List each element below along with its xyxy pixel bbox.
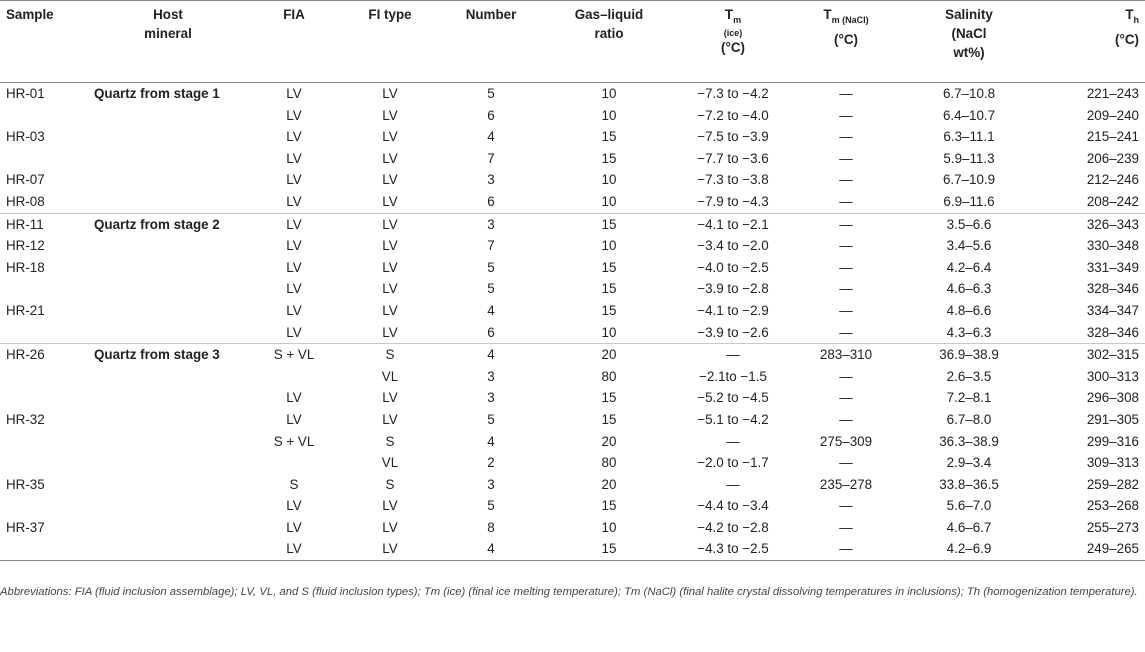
cell-th: 296–308 xyxy=(1086,390,1139,406)
cell-host-mineral xyxy=(88,300,248,322)
cell-number: 4 xyxy=(487,347,495,363)
table-row xyxy=(0,83,1145,105)
cell-fia: S xyxy=(289,476,299,492)
cell-tm-nacl: — xyxy=(839,498,853,514)
col-tm-nacl: $T_{m (NaCl)}$ (°C) xyxy=(790,1,902,83)
cell-tm-ice: −4.3 to −2.5 xyxy=(676,538,790,560)
cell-tm-ice: −7.3 to −4.2 xyxy=(697,86,769,101)
cell-tm-nacl: — xyxy=(839,107,853,123)
cell-th: 326–343 xyxy=(1086,216,1139,232)
cell-sample: HR-35 xyxy=(6,476,45,492)
cell-number: 4 xyxy=(487,129,495,145)
cell-number: 5 xyxy=(487,259,495,275)
stage-1-group xyxy=(0,83,1145,214)
cell-number: 7 xyxy=(487,150,495,166)
cell-fia: LV xyxy=(286,281,302,297)
cell-salinity: 7.2–8.1 xyxy=(946,390,992,406)
cell-fi-type: LV xyxy=(340,191,440,213)
cell-host-mineral xyxy=(88,409,248,431)
stage-3-group xyxy=(0,344,1145,561)
cell-number: 7 xyxy=(487,238,495,254)
cell-tm-nacl: — xyxy=(839,455,853,471)
cell-tm-ice: −3.9 to −2.6 xyxy=(676,322,790,344)
cell-gas-liquid-ratio: 15 xyxy=(601,150,617,166)
cell-sample: HR-21 xyxy=(6,302,45,318)
cell-salinity: 6.7–8.0 xyxy=(946,411,992,427)
cell-number: 5 xyxy=(487,281,495,297)
cell-tm-nacl: — xyxy=(839,368,853,384)
cell-th: 302–315 xyxy=(1086,347,1139,363)
cell-th: 328–346 xyxy=(1086,281,1139,297)
cell-sample: HR-12 xyxy=(6,238,45,254)
cell-number: 3 xyxy=(487,216,495,232)
col-host-mineral: Host mineral xyxy=(88,1,248,83)
cell-number: 5 xyxy=(487,86,495,101)
cell-gas-liquid-ratio: 15 xyxy=(601,498,617,514)
cell-th: 206–239 xyxy=(1086,150,1139,166)
cell-th: 212–246 xyxy=(1086,172,1139,188)
cell-fia: LV xyxy=(286,150,302,166)
table-row xyxy=(0,278,1145,300)
cell-fia: LV xyxy=(286,302,302,318)
cell-gas-liquid-ratio: 10 xyxy=(542,191,676,213)
cell-host-mineral xyxy=(88,126,248,148)
cell-fia: LV xyxy=(286,519,302,535)
cell-fi-type: VL xyxy=(381,368,399,384)
col-tm-ice: $T_m$ (ice) (°C) xyxy=(676,1,790,83)
cell-salinity: 4.2–6.9 xyxy=(902,538,1036,560)
cell-fia xyxy=(248,452,340,474)
cell-sample xyxy=(0,278,88,300)
cell-fia: LV xyxy=(286,390,302,406)
cell-gas-liquid-ratio: 15 xyxy=(601,259,617,275)
table-row xyxy=(0,148,1145,170)
col-sample: Sample xyxy=(0,1,88,83)
cell-fi-type: LV xyxy=(382,302,398,318)
cell-sample xyxy=(0,495,88,517)
cell-salinity: 5.9–11.3 xyxy=(943,150,995,166)
cell-tm-nacl: — xyxy=(790,538,902,560)
cell-tm-ice: −7.5 to −3.9 xyxy=(697,129,769,145)
cell-th: 331–349 xyxy=(1086,259,1139,275)
cell-fia xyxy=(248,366,340,388)
cell-tm-nacl: — xyxy=(839,302,853,318)
cell-host-mineral xyxy=(88,431,248,453)
cell-gas-liquid-ratio: 10 xyxy=(542,322,676,344)
cell-fi-type: LV xyxy=(382,107,398,123)
cell-gas-liquid-ratio: 15 xyxy=(601,302,617,318)
cell-fi-type: LV xyxy=(382,150,398,166)
cell-salinity: 6.7–10.9 xyxy=(942,172,996,188)
cell-salinity: 5.6–7.0 xyxy=(946,498,992,514)
cell-fia: LV xyxy=(286,498,302,514)
cell-th: 259–282 xyxy=(1086,476,1139,492)
cell-number: 6 xyxy=(440,191,542,213)
cell-th: 255–273 xyxy=(1086,519,1139,535)
cell-host-mineral xyxy=(88,148,248,170)
cell-tm-nacl: 275–309 xyxy=(819,433,873,449)
cell-th: 209–240 xyxy=(1086,107,1139,123)
cell-tm-nacl: — xyxy=(839,129,853,145)
col-gas-liquid-ratio: Gas–liquid ratio xyxy=(542,1,676,83)
table-row xyxy=(0,300,1145,322)
cell-sample: HR-07 xyxy=(6,172,45,188)
cell-gas-liquid-ratio: 10 xyxy=(601,519,617,535)
cell-salinity: 4.8–6.6 xyxy=(946,302,992,318)
cell-salinity: 4.6–6.7 xyxy=(946,519,992,535)
col-salinity: Salinity (NaCl wt%) xyxy=(902,1,1036,83)
cell-fi-type: LV xyxy=(382,238,398,254)
cell-salinity: 6.9–11.6 xyxy=(902,191,1036,213)
table-row xyxy=(0,191,1145,213)
cell-tm-ice: −4.0 to −2.5 xyxy=(697,259,769,275)
cell-fia: LV xyxy=(248,322,340,344)
col-number: Number xyxy=(440,1,542,83)
table-row xyxy=(0,538,1145,560)
cell-sample xyxy=(0,105,88,127)
cell-gas-liquid-ratio: 15 xyxy=(601,129,617,145)
cell-host-mineral: Quartz from stage 3 xyxy=(94,347,220,363)
cell-salinity: 6.7–10.8 xyxy=(942,86,996,101)
cell-tm-ice: −5.2 to −4.5 xyxy=(697,390,769,406)
cell-fia: S + VL xyxy=(273,433,315,449)
cell-tm-nacl: — xyxy=(839,238,853,254)
cell-number: 4 xyxy=(440,538,542,560)
cell-gas-liquid-ratio: 15 xyxy=(601,411,617,427)
cell-gas-liquid-ratio: 15 xyxy=(601,390,617,406)
cell-sample: HR-08 xyxy=(0,191,88,213)
cell-fi-type: LV xyxy=(340,322,440,344)
cell-fi-type: S xyxy=(385,347,395,363)
cell-fia: LV xyxy=(286,259,302,275)
cell-fia: LV xyxy=(286,129,302,145)
stage-2-group xyxy=(0,213,1145,344)
cell-host-mineral xyxy=(88,257,248,279)
cell-number: 3 xyxy=(487,390,495,406)
col-fi-type: FI type xyxy=(340,1,440,83)
cell-gas-liquid-ratio: 20 xyxy=(601,347,617,363)
cell-fia: S + VL xyxy=(273,347,315,363)
cell-sample: HR-11 xyxy=(6,216,44,232)
cell-tm-nacl: — xyxy=(839,216,853,232)
cell-salinity: 4.2–6.4 xyxy=(946,259,992,275)
cell-sample: HR-18 xyxy=(6,259,45,275)
cell-th: 334–347 xyxy=(1086,302,1139,318)
cell-tm-nacl: — xyxy=(839,390,853,406)
cell-number: 4 xyxy=(487,302,495,318)
cell-tm-ice: — xyxy=(726,347,740,363)
cell-sample xyxy=(0,322,88,344)
cell-number: 5 xyxy=(487,498,495,514)
cell-tm-ice: −4.1 to −2.1 xyxy=(697,216,769,232)
table-row xyxy=(0,105,1145,127)
cell-fi-type: LV xyxy=(382,86,398,101)
cell-gas-liquid-ratio: 10 xyxy=(601,238,617,254)
table-row xyxy=(0,431,1145,453)
cell-th: 221–243 xyxy=(1086,86,1139,101)
cell-th: 253–268 xyxy=(1086,498,1139,514)
cell-fi-type: LV xyxy=(382,259,398,275)
cell-host-mineral xyxy=(88,105,248,127)
cell-sample xyxy=(0,538,88,560)
table-row xyxy=(0,387,1145,409)
cell-sample: HR-01 xyxy=(6,86,45,101)
cell-gas-liquid-ratio: 10 xyxy=(601,107,617,123)
cell-fi-type: LV xyxy=(382,411,398,427)
cell-tm-ice: — xyxy=(726,476,740,492)
cell-number: 4 xyxy=(487,433,495,449)
table-row xyxy=(0,257,1145,279)
cell-tm-nacl: — xyxy=(839,150,853,166)
cell-fi-type: LV xyxy=(382,498,398,514)
table-footnote: Abbreviations: FIA (fluid inclusion assemblage); LV, VL, and S (fluid inclusion types); Tm (ice) (final ice melting temperature); Tm (NaCl) (final halite crystal dissolving temperatures in inclusions); Th (homogenization temperature). xyxy=(0,586,1138,598)
cell-sample xyxy=(0,452,88,474)
cell-tm-nacl: 235–278 xyxy=(819,476,873,492)
cell-sample xyxy=(0,431,88,453)
cell-fi-type: LV xyxy=(382,129,398,145)
cell-tm-ice: −3.4 to −2.0 xyxy=(697,238,769,254)
cell-tm-ice: −4.2 to −2.8 xyxy=(697,519,769,535)
cell-sample xyxy=(0,387,88,409)
cell-fia: LV xyxy=(286,107,302,123)
cell-fia: LV xyxy=(286,216,302,232)
cell-salinity: 2.9–3.4 xyxy=(946,455,992,471)
col-th: $T_h$ (°C) xyxy=(1036,1,1145,83)
cell-host-mineral xyxy=(88,278,248,300)
cell-host-mineral xyxy=(88,495,248,517)
cell-number: 6 xyxy=(487,107,495,123)
cell-salinity: 3.5–6.6 xyxy=(946,216,992,232)
cell-gas-liquid-ratio: 20 xyxy=(601,433,617,449)
cell-gas-liquid-ratio: 10 xyxy=(601,86,617,101)
cell-tm-ice: −4.4 to −3.4 xyxy=(697,498,769,514)
cell-host-mineral xyxy=(88,517,248,539)
cell-tm-nacl: — xyxy=(790,322,902,344)
table-row xyxy=(0,366,1145,388)
cell-tm-ice: −7.2 to −4.0 xyxy=(697,107,769,123)
cell-tm-ice: −5.1 to −4.2 xyxy=(697,411,769,427)
cell-fia: LV xyxy=(286,172,302,188)
cell-salinity: 36.3–38.9 xyxy=(939,433,999,449)
table-row xyxy=(0,495,1145,517)
cell-host-mineral xyxy=(88,191,248,213)
cell-fia: LV xyxy=(286,238,302,254)
cell-fia: LV xyxy=(286,411,302,427)
cell-tm-nacl: — xyxy=(839,259,853,275)
cell-salinity: 36.9–38.9 xyxy=(939,347,999,363)
cell-sample: HR-37 xyxy=(6,519,45,535)
cell-number: 6 xyxy=(440,322,542,344)
cell-th: 328–346 xyxy=(1036,322,1145,344)
table-row xyxy=(0,235,1145,257)
cell-host-mineral xyxy=(88,452,248,474)
cell-fi-type: VL xyxy=(381,455,399,471)
cell-number: 8 xyxy=(487,519,495,535)
cell-gas-liquid-ratio: 15 xyxy=(542,538,676,560)
cell-host-mineral xyxy=(88,169,248,191)
table-row xyxy=(0,169,1145,191)
cell-th: 299–316 xyxy=(1086,433,1139,449)
cell-host-mineral xyxy=(88,235,248,257)
cell-th: 330–348 xyxy=(1086,238,1139,254)
cell-number: 2 xyxy=(487,455,495,471)
cell-fi-type: LV xyxy=(340,538,440,560)
cell-fi-type: LV xyxy=(382,172,398,188)
cell-tm-nacl: — xyxy=(839,519,853,535)
cell-gas-liquid-ratio: 15 xyxy=(601,281,617,297)
cell-th: 208–242 xyxy=(1036,191,1145,213)
cell-number: 3 xyxy=(487,368,495,384)
table-row xyxy=(0,409,1145,431)
cell-gas-liquid-ratio: 15 xyxy=(601,216,617,232)
cell-fi-type: LV xyxy=(382,216,398,232)
cell-tm-nacl: — xyxy=(839,411,853,427)
cell-salinity: 6.4–10.7 xyxy=(942,107,996,123)
cell-th: 291–305 xyxy=(1086,411,1139,427)
cell-fia: LV xyxy=(286,86,302,101)
cell-number: 3 xyxy=(487,172,495,188)
cell-th: 249–265 xyxy=(1036,538,1145,560)
cell-tm-ice: −7.9 to −4.3 xyxy=(676,191,790,213)
table-row xyxy=(0,213,1145,235)
table-row xyxy=(0,517,1145,539)
cell-sample: HR-26 xyxy=(6,347,45,363)
cell-tm-nacl: 283–310 xyxy=(819,347,873,363)
cell-number: 3 xyxy=(487,476,495,492)
cell-gas-liquid-ratio: 80 xyxy=(601,455,617,471)
cell-tm-nacl: — xyxy=(839,281,853,297)
table-row xyxy=(0,344,1145,366)
cell-fia: LV xyxy=(248,538,340,560)
cell-salinity: 6.3–11.1 xyxy=(943,129,995,145)
cell-tm-nacl: — xyxy=(790,191,902,213)
cell-gas-liquid-ratio: 10 xyxy=(601,172,617,188)
table-header xyxy=(0,1,1145,83)
cell-host-mineral: Quartz from stage 1 xyxy=(94,86,220,101)
cell-tm-ice: −2.1to −1.5 xyxy=(699,368,767,384)
cell-tm-ice: — xyxy=(726,433,740,449)
cell-th: 300–313 xyxy=(1086,368,1139,384)
cell-fi-type: LV xyxy=(382,390,398,406)
cell-salinity: 3.4–5.6 xyxy=(946,238,992,254)
cell-salinity: 4.3–6.3 xyxy=(902,322,1036,344)
cell-host-mineral: Quartz from stage 2 xyxy=(94,216,220,232)
cell-salinity: 33.8–36.5 xyxy=(939,476,999,492)
cell-host-mineral xyxy=(88,474,248,496)
cell-th: 309–313 xyxy=(1086,455,1139,471)
col-fia: FIA xyxy=(248,1,340,83)
table-row xyxy=(0,474,1145,496)
cell-sample: HR-03 xyxy=(6,129,45,145)
cell-sample xyxy=(0,148,88,170)
cell-number: 5 xyxy=(487,411,495,427)
cell-host-mineral xyxy=(88,322,248,344)
cell-sample xyxy=(0,366,88,388)
cell-salinity: 4.6–6.3 xyxy=(946,281,992,297)
cell-tm-ice: −4.1 to −2.9 xyxy=(697,302,769,318)
cell-tm-ice: −3.9 to −2.8 xyxy=(697,281,769,297)
cell-tm-ice: −7.7 to −3.6 xyxy=(697,150,769,166)
cell-th: 215–241 xyxy=(1086,129,1139,145)
cell-host-mineral xyxy=(88,538,248,560)
table-row xyxy=(0,452,1145,474)
table-row xyxy=(0,322,1145,344)
cell-fia: LV xyxy=(248,191,340,213)
cell-tm-nacl: — xyxy=(839,172,853,188)
cell-tm-ice: −2.0 to −1.7 xyxy=(697,455,769,471)
cell-tm-nacl: — xyxy=(839,86,853,101)
cell-gas-liquid-ratio: 80 xyxy=(601,368,617,384)
cell-host-mineral xyxy=(88,366,248,388)
cell-fi-type: S xyxy=(385,433,395,449)
cell-sample: HR-32 xyxy=(6,411,45,427)
cell-fi-type: LV xyxy=(382,519,398,535)
table-row xyxy=(0,126,1145,148)
cell-fi-type: S xyxy=(385,476,395,492)
cell-fi-type: LV xyxy=(382,281,398,297)
cell-host-mineral xyxy=(88,387,248,409)
cell-salinity: 2.6–3.5 xyxy=(946,368,992,384)
cell-gas-liquid-ratio: 20 xyxy=(601,476,617,492)
cell-tm-ice: −7.3 to −3.8 xyxy=(697,172,769,188)
